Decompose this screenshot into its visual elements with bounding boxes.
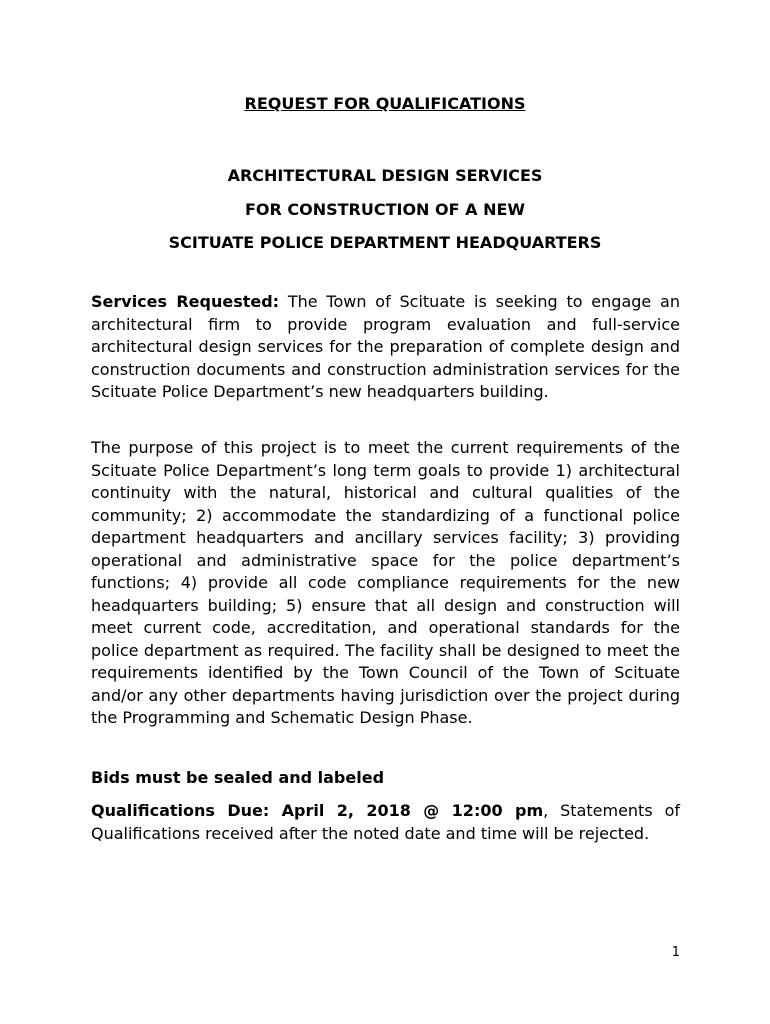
project-title [0, 159, 770, 260]
qualifications-due-label: Qualifications Due: April 2, 2018 @ 12:00 pm [91, 801, 544, 820]
qualifications-due-text: , Statements of Qualifications received after the noted date and time will be rejected. [91, 801, 681, 843]
qualifications-due-paragraph [91, 800, 680, 845]
services-requested-text: The Town of Scituate is seeking to engage an architectural firm to provide program evaluation and full-service architectural design services for the preparation of complete design and construction documents and construction administration services for the Scituate Police Department’s new headquarters building. [91, 292, 680, 401]
purpose-paragraph: The purpose of this project is to meet the current requirements of the Scituate Police Department’s long term goals to provide 1) architectural continuity with the natural, historical and cultural qualities of the community; 2) accommodate the standardizing of a functional police department headquarters and ancillary services facility; 3) providing operational and administrative space for the police department’s functions; 4) provide all code compliance requirements for the new headquarters building; 5) ensure that all design and construction will meet current code, accreditation, and operational standards for the police department as required. The facility shall be designed to meet the requirements identified by the Town Council of the Town of Scituate and/or any other departments having jurisdiction over the project during the Programming and Schematic Design Phase. [91, 438, 680, 727]
bids-notice: Bids must be sealed and labeled [91, 768, 385, 787]
document-title: REQUEST FOR QUALIFICATIONS [244, 94, 526, 113]
project-title-line-1: ARCHITECTURAL DESIGN SERVICES [227, 166, 543, 185]
services-requested-paragraph [91, 291, 680, 404]
page-number: 1 [671, 945, 680, 960]
services-requested-label: Services Requested: [91, 292, 280, 311]
project-title-line-3: SCITUATE POLICE DEPARTMENT HEADQUARTERS [168, 233, 602, 252]
project-title-line-2: FOR CONSTRUCTION OF A NEW [244, 199, 526, 219]
